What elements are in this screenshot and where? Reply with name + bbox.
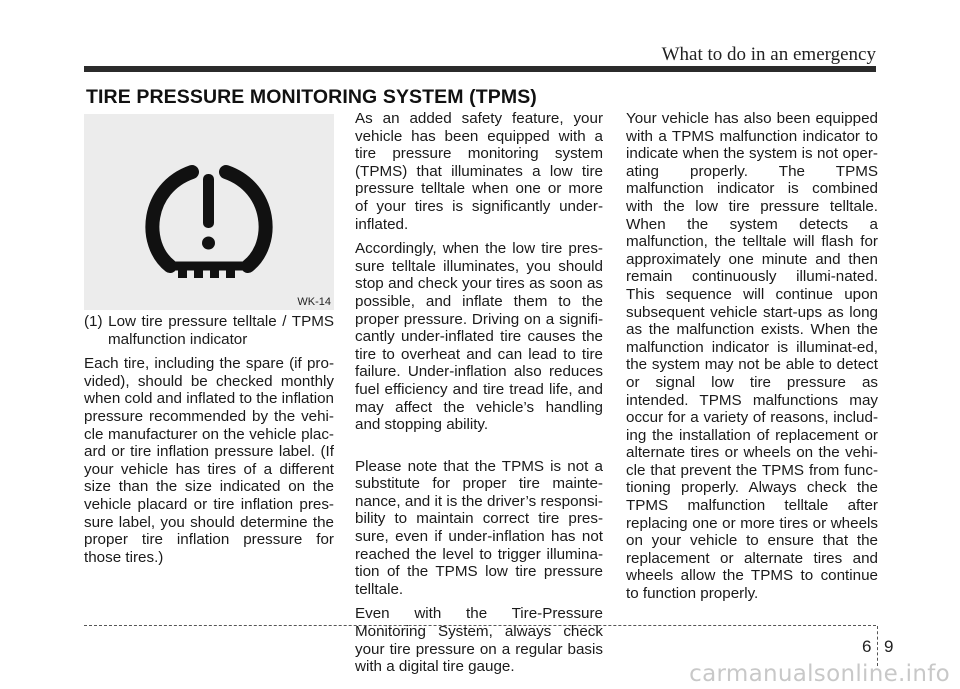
tpms-figure <box>84 114 334 310</box>
column-3 <box>626 110 878 610</box>
chapter-number: 6 <box>862 637 872 656</box>
paragraph: Even with the Tire-Pressure Monitoring System, always check your tire pressure on a regular basis with a digital tire gauge. <box>355 605 603 676</box>
paragraph: Accordingly, when the low tire pres-sure telltale illuminates, you should stop and check your tires as soon as possible, and inflate them to the proper pressure. Driving on a signifi-cantly under-inflated tire causes the tire to overheat and can lead to tire failure. Under-inflation also reduces fuel efficiency and tire tread life, and may affect the vehicle’s handling and stopping ability. <box>355 240 603 434</box>
section-title: TIRE PRESSURE MONITORING SYSTEM (TPMS) <box>86 86 537 108</box>
figure-caption: (1) Low tire pressure telltale / TPMS malfunction indicator <box>84 313 334 348</box>
running-header: What to do in an emergency <box>661 44 876 65</box>
paragraph: Please note that the TPMS is not a substitute for proper tire mainte-nance, and it is the driver’s responsi-bility to maintain correct tire pres-sure, even if under-inflation has not reached the level to trigger illumina-tion of the TPMS low tire pressure telltale. <box>355 457 603 598</box>
page-number-separator <box>877 626 878 666</box>
paragraph: Your vehicle has also been equipped with a TPMS malfunction indicator to indicate when the system is not oper-ating properly. The TPMS malfunction indicator is combined with the low tire pressure telltale. When the system detects a malfunction, the telltale will flash for approximately one minute and then remain continuously illumi-nated. This sequence will continue upon subsequent vehicle start-ups as long as the malfunction exists. When the malfunction indicator is illuminat-ed, the system may not be able to detect or signal low tire pressure as intended. TPMS malfunctions may occur for a variety of reasons, includ-ing the installation of replacement or alternate tires or wheels on the vehi-cle that prevent the TPMS from func-tioning properly. Always check the TPMS malfunction telltale after replacing one or more tires or wheels on your vehicle to ensure that the replacement or alternate tires and wheels allow the TPMS to continue to function properly. <box>626 110 878 603</box>
column-1 <box>84 313 334 573</box>
footer-rule <box>84 625 876 626</box>
tpms-warning-icon <box>84 114 334 310</box>
column-2 <box>355 110 603 683</box>
paragraph: As an added safety feature, your vehicle has been equipped with a tire pressure monitoring system (TPMS) that illuminates a low tire pressure telltale when one or more of your tires is significantly under-inflated. <box>355 110 603 233</box>
paragraph: Each tire, including the spare (if pro-vided), should be checked monthly when cold and inflated to the inflation pressure recommended by the vehi-cle manufacturer on the vehicle plac-ard or tire inflation pressure label. (If your vehicle has tires of a different size than the size indicated on the vehicle placard or tire inflation pres-sure label, you should determine the proper tire inflation pressure for those tires.) <box>84 355 334 566</box>
header-rule <box>84 66 876 72</box>
watermark: carmanualsonline.info <box>689 661 950 687</box>
figure-code: WK-14 <box>297 296 331 308</box>
page-number: 9 <box>884 637 894 656</box>
